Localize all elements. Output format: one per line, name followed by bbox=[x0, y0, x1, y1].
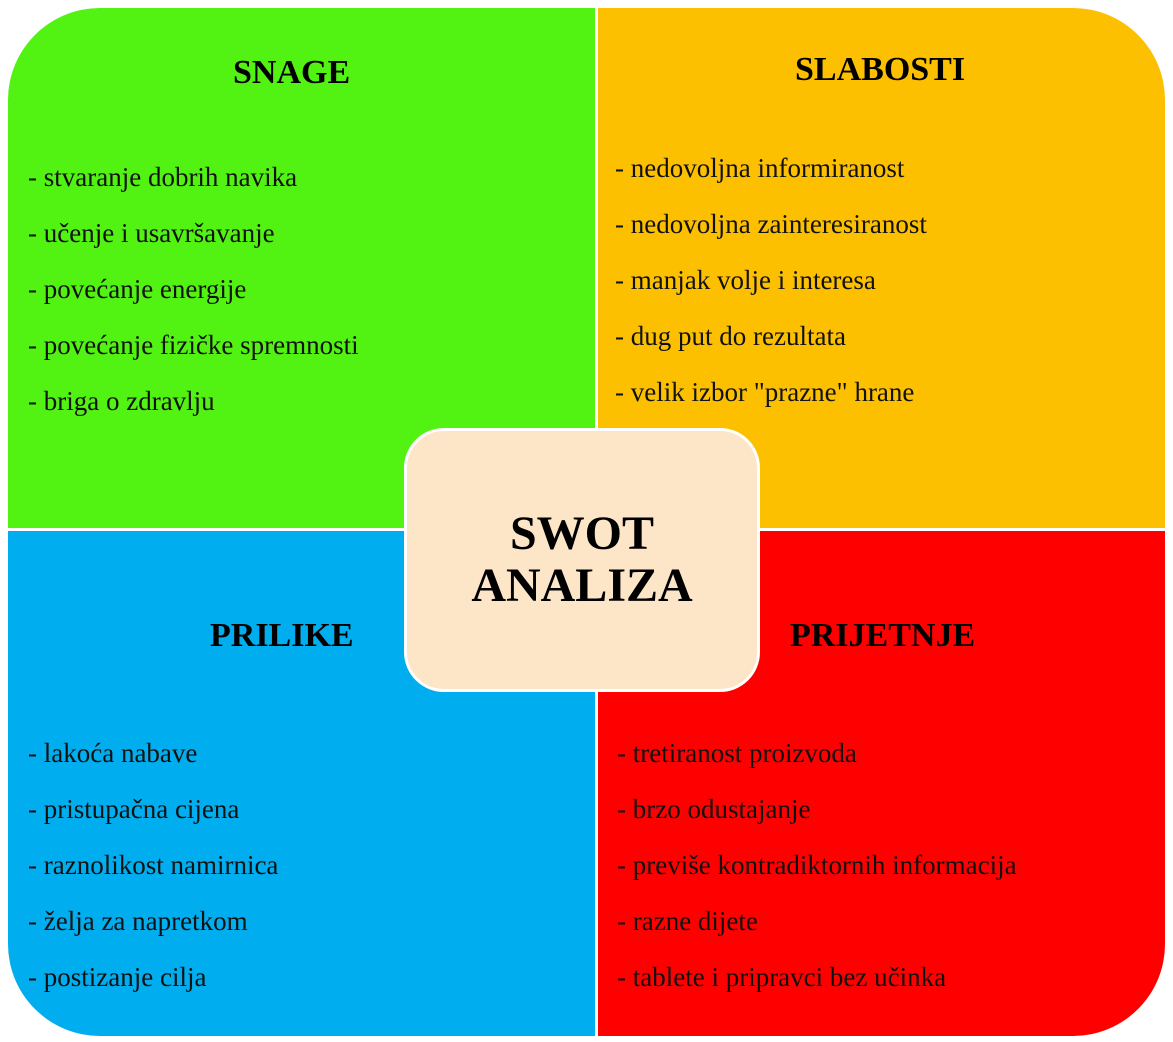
opportunities-item: - raznolikost namirnica bbox=[28, 850, 279, 880]
swot-center-box bbox=[404, 428, 760, 692]
threats-item: - razne dijete bbox=[617, 906, 758, 936]
center-title-line1: SWOT bbox=[509, 507, 655, 560]
strengths-item: - briga o zdravlju bbox=[28, 386, 215, 416]
weaknesses-item: - nedovoljna informiranost bbox=[615, 153, 905, 183]
weaknesses-item: - dug put do rezultata bbox=[615, 321, 846, 351]
strengths-list bbox=[28, 159, 359, 439]
strengths-item: - povećanje energije bbox=[28, 274, 247, 304]
weaknesses-item: - manjak volje i interesa bbox=[615, 265, 876, 295]
strengths-item: - povećanje fizičke spremnosti bbox=[28, 330, 359, 360]
center-title-line2: ANALIZA bbox=[471, 559, 693, 612]
threats-title: PRIJETNJE bbox=[790, 617, 976, 654]
strengths-title: SNAGE bbox=[233, 54, 351, 91]
opportunities-list bbox=[28, 735, 278, 1015]
threats-item: - tretiranost proizvoda bbox=[617, 738, 857, 768]
threats-item: - tablete i pripravci bez učinka bbox=[617, 962, 947, 992]
threats-item: - previše kontradiktornih informacija bbox=[617, 850, 1017, 880]
weaknesses-list bbox=[615, 150, 927, 430]
weaknesses-item: - nedovoljna zainteresiranost bbox=[615, 209, 927, 239]
threats-item: - brzo odustajanje bbox=[617, 794, 811, 824]
weaknesses-title: SLABOSTI bbox=[795, 51, 966, 88]
opportunities-item: - pristupačna cijena bbox=[28, 794, 240, 824]
opportunities-item: - postizanje cilja bbox=[28, 962, 207, 992]
strengths-item: - učenje i usavršavanje bbox=[28, 218, 275, 248]
opportunities-item: - želja za napretkom bbox=[28, 906, 248, 936]
weaknesses-item: - velik izbor "prazne" hrane bbox=[615, 377, 915, 407]
strengths-item: - stvaranje dobrih navika bbox=[28, 162, 298, 192]
opportunities-title: PRILIKE bbox=[210, 617, 354, 654]
threats-list bbox=[617, 735, 1017, 1015]
opportunities-item: - lakoća nabave bbox=[28, 738, 198, 768]
